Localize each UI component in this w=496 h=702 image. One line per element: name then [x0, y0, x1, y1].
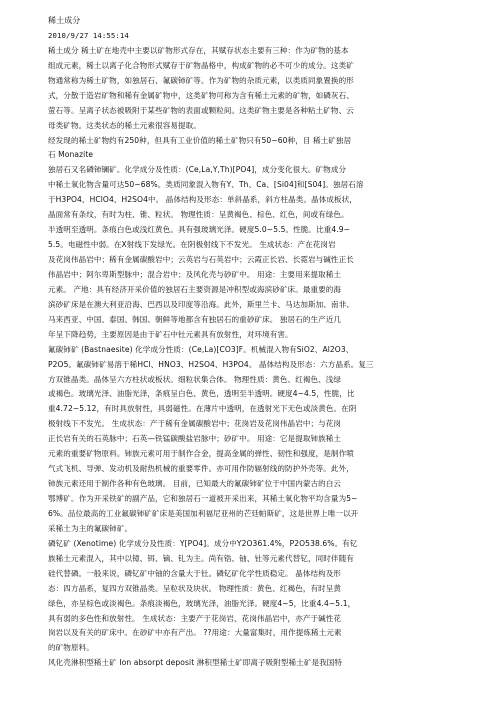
text-line: 族稀土元素混入，其中以镱、铒、镝、钆为主。尚有锆、铀、钍等元素代替钇，同时伴随有: [48, 553, 354, 563]
text-line: 石 Monazite: [48, 150, 94, 160]
text-line: 风化壳淋积型稀土矿 Ion absorpt deposit 淋积型稀土矿即离子吸附型稀土矿是我国特: [48, 658, 343, 668]
text-line: 磷钇矿 (Xenotime) 化学成分及性质：Y[PO4]。成分中Y2O361.4%，P2O538.6%。有钇: [48, 538, 358, 548]
text-line: 鄂博矿。作为开采铁矿的副产品，它和独居石一道被开采出来，其稀土氧化物平均含量为5~: [48, 494, 358, 503]
text-line: 晶面常有条纹，有时为柱、锥、粒状。 物理性质：呈黄褐色、棕色、红色，间或有绿色。: [48, 210, 349, 220]
text-line: 具有弱的多色性和放射性。 生成状态：主要产于花岗岩、花岗伟晶岩中，亦产于碱性花: [48, 613, 342, 623]
text-line: 重4.72~5.12，有时具放射性，具弱磁性。在薄片中透明，在透射光下无色或淡黄色。在阴: [48, 404, 357, 414]
text-line: 及花岗伟晶岩中；稀有金属碳酸岩中；云英岩与石英岩中；云霞正长岩、长霓岩与碱性正长: [48, 255, 354, 264]
document-title: 稀土成分: [48, 16, 81, 25]
document-body: [48, 14, 466, 671]
text-line: 母类矿物。这类状态的稀土元素很容易提取。: [48, 120, 201, 130]
text-line: 绿色，亦呈棕色或淡褐色。条痕淡褐色，玻璃光泽，油脂光泽。硬度4~5，比重4.4~5.1，: [48, 598, 356, 608]
text-line: 稀土成分 稀土矿在地壳中主要以矿物形式存在，其赋存状态主要有三种：作为矿物的基本: [48, 45, 349, 55]
text-line: 采稀土为主的氟碳铈矿。: [48, 523, 133, 533]
text-line: 年呈下降趋势，主要原因是由于矿石中钍元素具有放射性，对环境有害。: [48, 329, 293, 339]
text-line: 6%。品位最高的工业氟碳铈矿矿床是美国加利福尼亚州的芒廷帕斯矿，这是世界上唯一以开: [48, 508, 359, 518]
text-line: 马来西亚、中国、泰国、韩国、朝鲜等地都含有独居石的重砂矿床。 独居石的生产近几: [48, 314, 342, 324]
text-line: 式，分散于造岩矿物和稀有金属矿物中，这类矿物可称为含有稀土元素的矿物，如磷灰石、: [48, 90, 354, 100]
text-line: 于H3PO4、HClO4、H2SO4中。 晶体结构及形态：单斜晶系，斜方柱晶类。晶体成板状，: [48, 195, 357, 205]
text-line: 或褐色。玻璃光泽、油脂光泽，条痕呈白色、黄色，透明至半透明。硬度4~4.5，性脆，比: [48, 389, 355, 399]
text-line: 伟晶岩中；阿尔卑斯型脉中；混合岩中；及风化壳与砂矿中。 用途：主要用来提取稀土: [48, 269, 342, 279]
text-line: 硅代替磷。一般来说，磷钇矿中铀的含量大于钍。磷钇矿化学性质稳定。 晶体结构及形: [48, 568, 342, 578]
text-line: 铈族元素还用于制作各种有色玻璃。 目前，已知最大的氟碳铈矿位于中国内蒙古的白云: [48, 479, 342, 489]
text-line: 元素。 产地：具有经济开采价值的独居石主要资源是冲积型或海滨砂矿床。最重要的海: [48, 284, 342, 294]
text-line: 极射线下不发光。 生成状态：产于稀有金属碳酸岩中；花岗岩及花岗伟晶岩中；与花岗: [48, 419, 342, 429]
text-line: 萤石等。呈离子状态被吸附于某些矿物的表面或颗粒间。这类矿物主要是各种粘土矿物、云: [48, 105, 354, 115]
text-line: 滨砂矿床是在澳大利亚沿海、巴西以及印度等沿海。此外，斯里兰卡、马达加斯加、南非、: [48, 299, 354, 309]
text-line: 的矿物原料。: [48, 643, 94, 653]
text-line: 半透明至透明。条痕白色或浅红黄色。具有强玻璃光泽。硬度5.0~5.5。性脆。比重4.9~: [48, 225, 351, 235]
text-line: 经发现的稀土矿物约有250种，但具有工业价值的稀土矿物只有50~60种，目 稀土矿独居: [48, 135, 352, 145]
text-line: 正长岩有关的石英脉中；石英—铁锰碳酸盐岩脉中；砂矿中。 用途：它是提取铈族稀土: [48, 434, 342, 444]
text-line: 岗岩以及有关的矿床中。在砂矿中亦有产出。 ??用途：大量富集时，用作提炼稀土元素: [48, 628, 342, 638]
text-line: 物通常称为稀土矿物，如独居石、氟碳铈矿等。作为矿物的杂质元素，以类质同象置换的形: [48, 75, 354, 85]
document-date: 2010/9/27 14:55:14: [48, 30, 129, 40]
text-line: 组成元素，稀土以离子化合物形式赋存于矿物晶格中，构成矿物的必不可少的成分。这类矿: [48, 60, 354, 70]
text-line: 气式飞机、导弹、发动机及耐热机械的重要零件。亦可用作防辐射线的防护外壳等。此外，: [48, 464, 354, 474]
text-line: 氟碳铈矿 (Bastnaesite) 化学成分性质：(Ce,La)[CO3]F。机械混入物有SiO2、Al2O3、: [48, 344, 354, 354]
text-line: 态：四方晶系，复四方双锥晶类。呈粒状及块状。 物理性质：黄色、红褐色，有时呈黄: [48, 583, 342, 593]
text-line: 独居石又名磷铈镧矿。化学成分及性质：(Ce,La,Y,Th)[PO4]，成分变化很大。矿物成分: [48, 165, 347, 175]
text-line: 中稀土氧化物含量可达50~68%。类质同象混入物有Y、Th、Ca、[Si04]和[S04]。独居石溶: [48, 180, 364, 190]
text-line: P2O5。氟碳铈矿易溶于稀HCl、HNO3、H2SO4、H3PO4。 晶体结构及形态：六方晶系。复三: [48, 359, 374, 369]
text-line: 元素的重要矿物原料。铈族元素可用于制作合金，提高金属的弹性、韧性和强度，是制作喷: [48, 449, 354, 459]
document-text: [48, 44, 466, 671]
text-line: 方双锥晶类。晶体呈六方柱状或板状。细粒状集合体。 物理性质：黄色、红褐色、浅绿: [48, 374, 342, 384]
text-line: 5.5。电磁性中弱。在X射线下发绿光。在阴极射线下不发光。 生成状态：产在花岗岩: [48, 240, 336, 250]
